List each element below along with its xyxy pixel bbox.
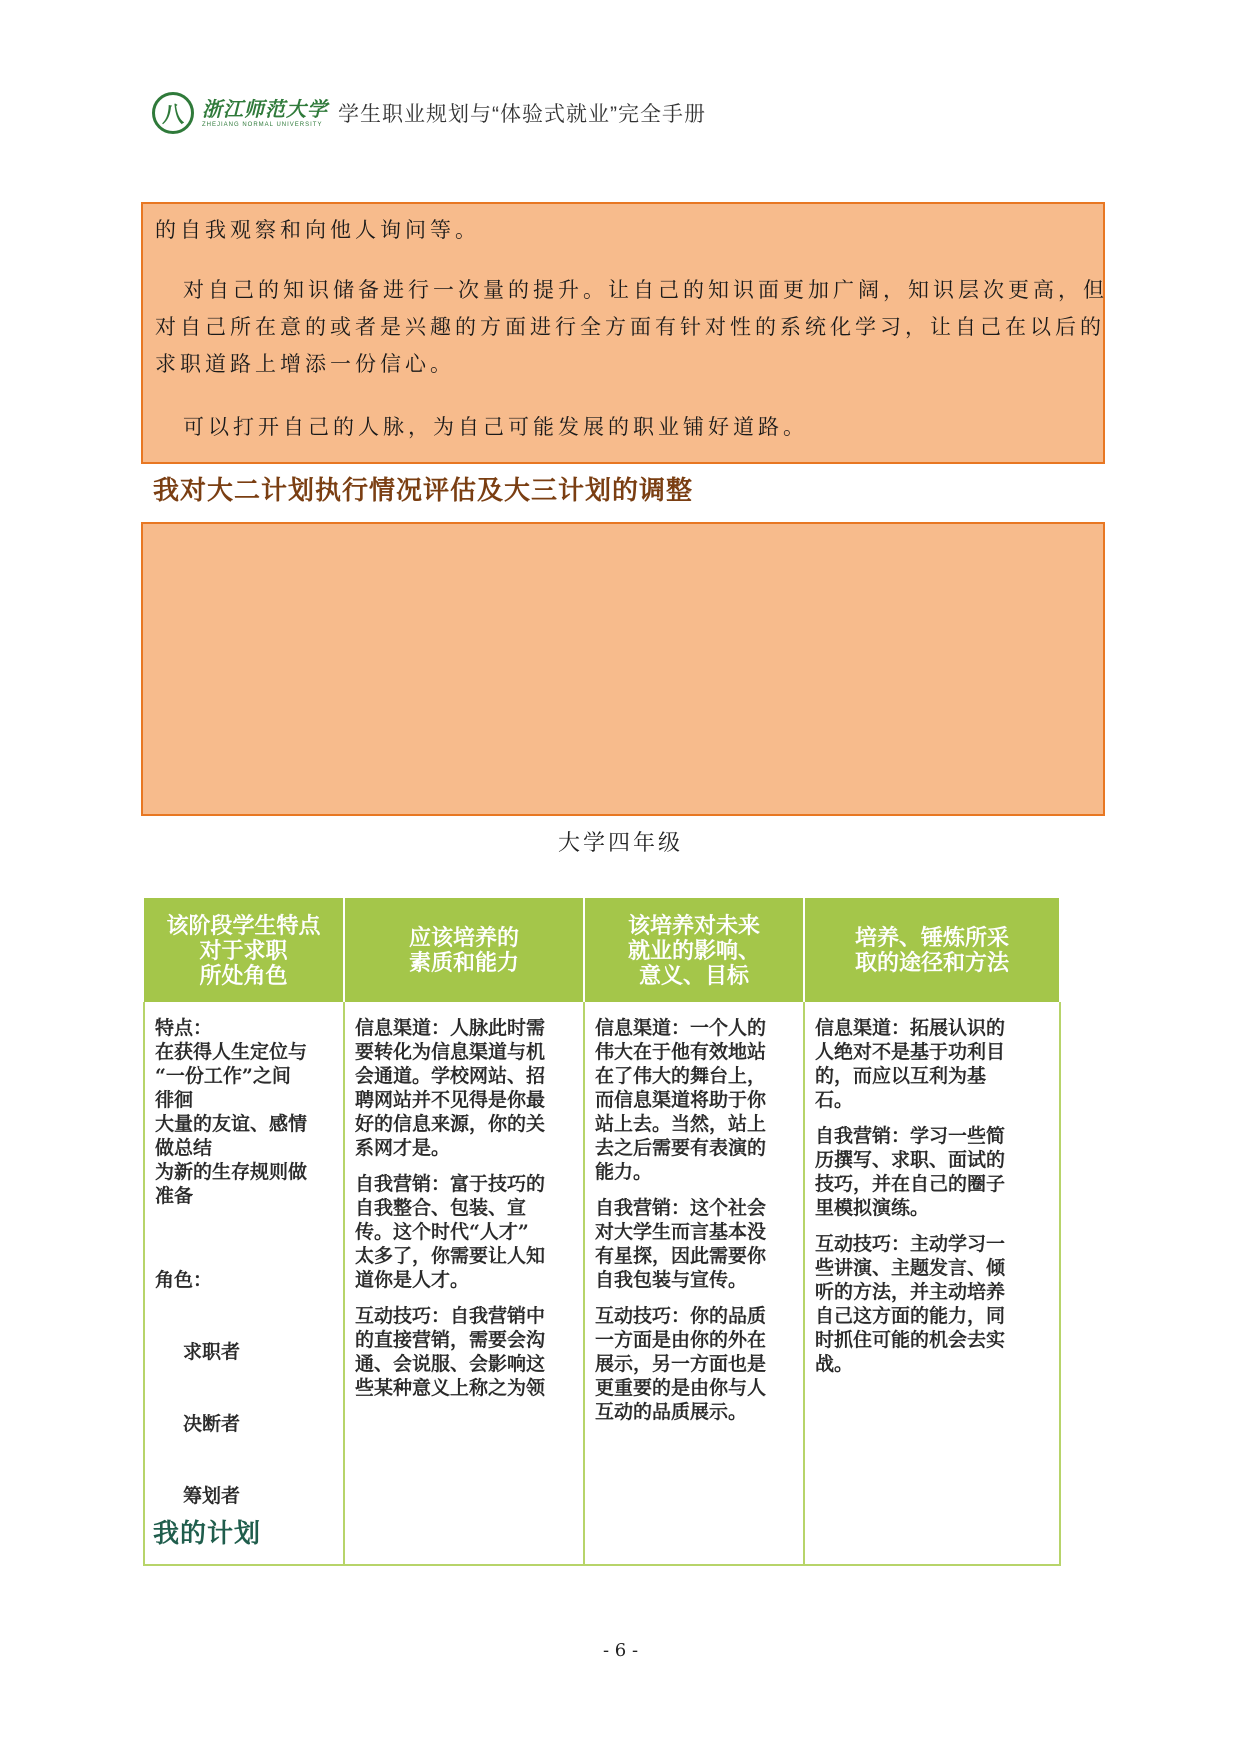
- table-row: [144, 1002, 1060, 1565]
- text-box-evaluation-empty: [141, 522, 1105, 816]
- grade-heading: 大学四年级: [557, 831, 683, 856]
- header-traits-role: 该阶段学生特点 对于求职 所处角色: [144, 898, 344, 1002]
- text-box-plan-notes: [141, 202, 1108, 464]
- header-qualities: 应该培养的 素质和能力: [344, 898, 584, 1002]
- handbook-title: 学生职业规划与“体验式就业”完全手册: [338, 103, 706, 126]
- paragraph: 对自己所在意的或者是兴趣的方面进行全方面有针对性的系统化学习，让自己在以后的: [155, 315, 1105, 339]
- senior-year-table: [143, 898, 1061, 1566]
- header-methods: 培养、锤炼所采 取的途径和方法: [804, 898, 1060, 1002]
- cell-paragraph: 信息渠道：人脉此时需 要转化为信息渠道与机 会通道。学校网站、招 聘网站并不见得是你最 好的信息来源，你的关 系网才是。: [355, 1017, 546, 1159]
- role-item: 筹划者: [183, 1485, 241, 1507]
- cell-traits-role: [144, 1002, 344, 1565]
- cell-paragraph: 互动技巧：自我营销中 的直接营销，需要会沟 通、会说服、会影响这 些某种意义上称之为领: [355, 1305, 546, 1399]
- paragraph: 求职道路上增添一份信心。: [155, 352, 455, 376]
- cell-paragraph: 互动技巧：你的品质 一方面是由你的外在 展示，另一方面也是 更重要的是由你与人 互动的品质展示。: [595, 1305, 767, 1423]
- section-title-my-plan: 我的计划: [153, 1519, 262, 1549]
- university-logo-icon: 八: [152, 92, 194, 134]
- cell-qualities: [344, 1002, 584, 1565]
- page-number: - 6 -: [602, 1640, 639, 1661]
- university-name-cn: 浙江师范大学: [202, 96, 328, 121]
- university-name-en: ZHEJIANG NORMAL UNIVERSITY: [202, 121, 323, 128]
- header-impact: 该培养对未来 就业的影响、 意义、目标: [584, 898, 804, 1002]
- cell-impact: [584, 1002, 804, 1565]
- role-item: 求职者: [183, 1341, 241, 1363]
- page-header: [152, 88, 706, 138]
- paragraph: 可以打开自己的人脉，为自己可能发展的职业铺好道路。: [183, 415, 808, 439]
- cell-paragraph: 自我营销：学习一些简 历撰写、求职、面试的 技巧，并在自己的圈子 里模拟演练。: [815, 1125, 1006, 1219]
- role-label: 角色：: [155, 1269, 213, 1291]
- cell-methods: [804, 1002, 1060, 1565]
- university-name: [202, 96, 328, 128]
- role-block: [155, 1220, 335, 1556]
- role-item: 决断者: [183, 1413, 241, 1435]
- cell-paragraph: 信息渠道：一个人的 伟大在于他有效地站 在了伟大的舞台上， 而信息渠道将助于你 站上去。当然，站上 去之后需要有表演的 能力。: [595, 1017, 767, 1183]
- paragraph: 的自我观察和向他人询问等。: [155, 218, 480, 242]
- table-header-row: [144, 898, 1060, 1002]
- paragraph: 对自己的知识储备进行一次量的提升。让自己的知识面更加广阔，知识层次更高，但: [183, 278, 1108, 302]
- cell-paragraph: 互动技巧：主动学习一 些讲演、主题发言、倾 听的方法，并主动培养 自己这方面的能力，同 时抓住可能的机会去实 战。: [815, 1233, 1006, 1375]
- traits-text: 特点： 在获得人生定位与 “一份工作”之间 徘徊 大量的友谊、感情 做总结 为新的生存规则做 准备: [155, 1017, 308, 1207]
- cell-paragraph: 自我营销：这个社会 对大学生而言基本没 有星探，因此需要你 自我包装与宣传。: [595, 1197, 767, 1291]
- cell-paragraph: 信息渠道：拓展认识的 人绝对不是基于功利目 的，而应以互利为基 石。: [815, 1017, 1006, 1111]
- section-title-evaluation: 我对大二计划执行情况评估及大三计划的调整: [153, 476, 694, 506]
- cell-paragraph: 自我营销：富于技巧的 自我整合、包装、宣 传。这个时代“人才” 太多了，你需要让人知 道你是人才。: [355, 1173, 546, 1291]
